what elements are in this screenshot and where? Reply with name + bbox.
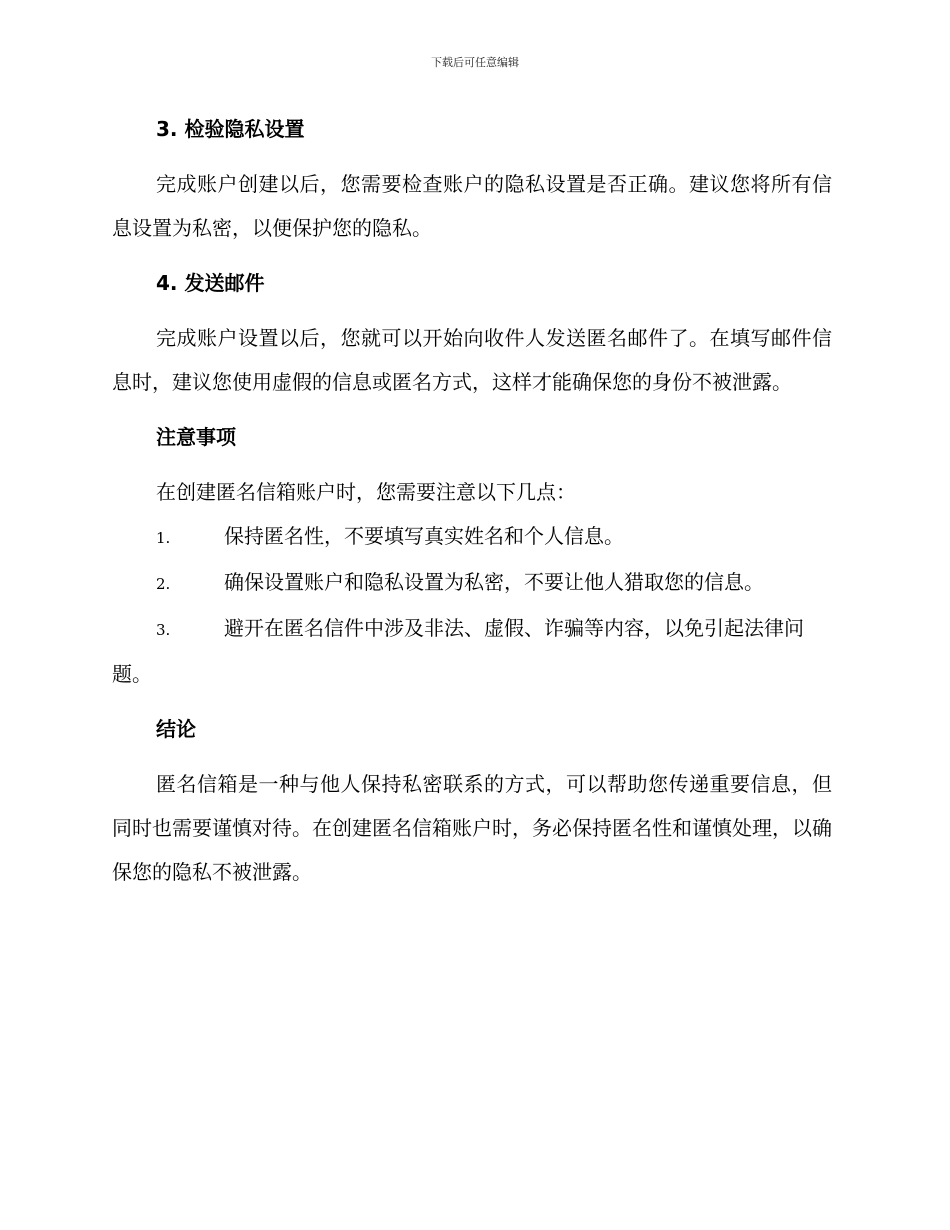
page-header: 下载后可任意编辑 [431, 56, 519, 69]
list-item-number: 2. [156, 575, 171, 593]
list-item [112, 514, 832, 560]
list-item-text: 避开在匿名信件中涉及非法、虚假、诈骗等内容，以免引起法律问题。 [112, 616, 804, 686]
list-item [112, 606, 832, 696]
list-item-number: 1. [156, 529, 171, 547]
section-body-privacy: 完成账户创建以后，您需要检查账户的隐私设置是否正确。建议您将所有信息设置为私密，以便保护您的隐私。 [112, 172, 832, 240]
section-body-send: 完成账户设置以后，您就可以开始向收件人发送匿名邮件了。在填写邮件信息时，建议您使用虚假的信息或匿名方式，这样才能确保您的身份不被泄露。 [112, 326, 832, 394]
section-intro-notes: 在创建匿名信箱账户时，您需要注意以下几点： [156, 480, 576, 504]
list-item-text: 保持匿名性，不要填写真实姓名和个人信息。 [224, 524, 624, 548]
list-item-number: 3. [156, 621, 171, 639]
section-heading-notes: 注意事项 [156, 425, 236, 449]
list-item [112, 560, 832, 606]
document-body [112, 110, 832, 894]
section-heading-conclusion: 结论 [156, 717, 196, 741]
section-heading-send: 4. 发送邮件 [156, 271, 265, 295]
list-item-text: 确保设置账户和隐私设置为私密，不要让他人猎取您的信息。 [224, 570, 764, 594]
section-heading-privacy: 3. 检验隐私设置 [156, 117, 305, 141]
section-body-conclusion: 匿名信箱是一种与他人保持私密联系的方式，可以帮助您传递重要信息，但同时也需要谨慎对待。在创建匿名信箱账户时，务必保持匿名性和谨慎处理，以确保您的隐私不被泄露。 [112, 772, 832, 884]
